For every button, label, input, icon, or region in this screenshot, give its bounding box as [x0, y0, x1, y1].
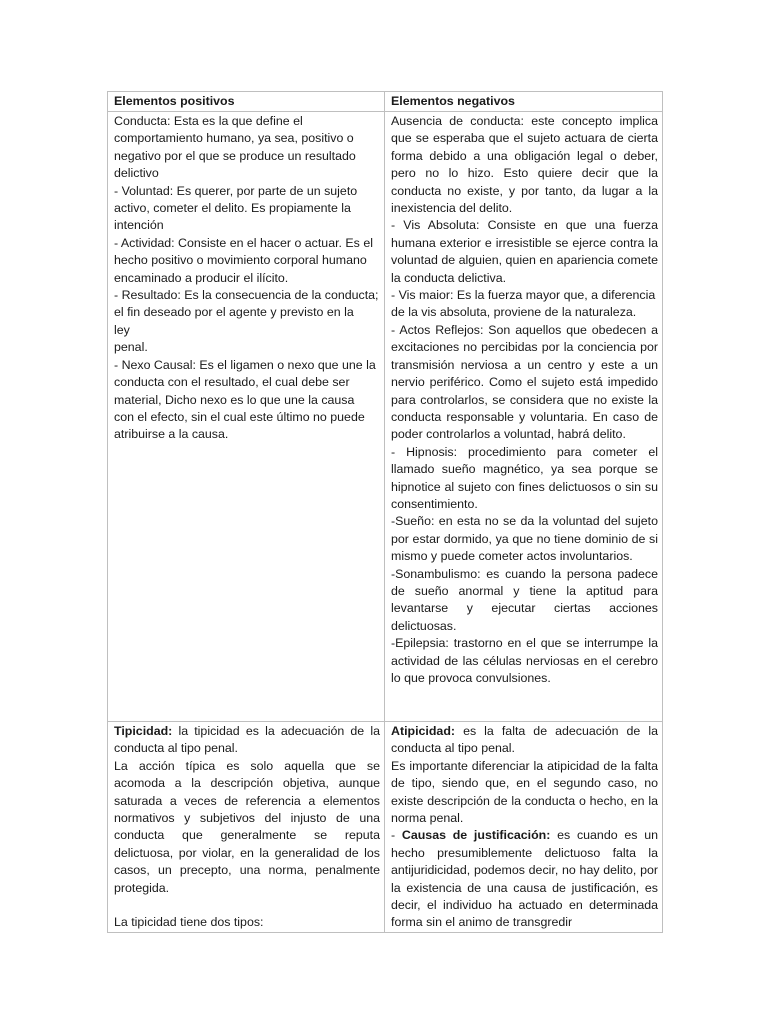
header-positive: Elementos positivos	[108, 92, 385, 112]
text-line: Conducta: Esta es la que define el	[114, 114, 303, 128]
tipicidad-cell	[108, 722, 385, 933]
importante-paragraph: Es importante diferenciar la atipicidad de la falta de tipo, siendo que, en el segundo caso, no existe descripción de la conducta o hecho, en la norma penal.	[391, 758, 658, 826]
sonambulismo-paragraph: -Sonambulismo: es cuando la persona padece de sueño anormal y tiene la aptitud para levantarse y ejecutar ciertas acciones delictuosas.	[391, 566, 658, 633]
blank-line	[114, 897, 380, 914]
accion-tipica-paragraph: La acción típica es solo aquella que se acomoda a la descripción objetiva, aunque saturada a veces de referencia a elementos normativos y subjetivos del injusto de una conducta que generalmente se reputa delictuosa, por violar, en la generalidad de los casos, un precepto, una norma, penalmente protegida.	[114, 758, 380, 895]
text-line: comportamiento humano, ya sea, positivo o	[114, 131, 354, 146]
negative-elements-cell	[385, 112, 663, 722]
table-row	[108, 112, 663, 722]
tipicidad-definition: la tipicidad es la adecuación de la conducta al tipo penal.	[114, 724, 380, 756]
header-negative: Elementos negativos	[385, 92, 663, 112]
causas-prefix: -	[391, 828, 402, 843]
tipicidad-term: Tipicidad:	[114, 724, 173, 738]
text-line: penal.	[114, 340, 148, 355]
tipicidad-paragraph	[114, 723, 380, 758]
text-line: intención	[114, 218, 164, 233]
vis-maior-continuation: de la vis absoluta, proviene de la naturaleza.	[391, 305, 637, 320]
vis-maior-paragraph: - Vis maior: Es la fuerza mayor que, a diferencia	[391, 288, 656, 303]
text-line: material, Dicho nexo es lo que une la causa	[114, 392, 355, 407]
positive-elements-cell	[108, 112, 385, 722]
elements-table	[107, 91, 663, 933]
causas-definition: es cuando es un hecho presumiblemente delictuoso falta la antijuridicidad, podemos decir, no hay delito, por la existencia de una causa de justificación, es decir, el individuo ha actuado en determinada forma sin el animo de transgredir	[391, 828, 658, 930]
tipos-paragraph: La tipicidad tiene dos tipos:	[114, 915, 264, 930]
causas-paragraph	[391, 827, 658, 931]
text-line: ley	[114, 322, 130, 337]
text-line: con el efecto, sin el cual este último no puede	[114, 409, 365, 424]
atipicidad-definition: es la falta de adecuación de la conducta al tipo penal.	[391, 724, 658, 756]
text-line: - Nexo Causal: Es el ligamen o nexo que une la	[114, 357, 376, 372]
hipnosis-paragraph: - Hipnosis: procedimiento para cometer el llamado sueño magnético, ya sea porque se hipnotice al sujeto con fines delictuosos o sin su consentimiento.	[391, 444, 658, 511]
epilepsia-paragraph: -Epilepsia: trastorno en el que se interrumpe la actividad de las células nerviosas en el cerebro lo que provoca convulsiones.	[391, 636, 658, 685]
text-line: conducta con el resultado, el cual debe ser	[114, 375, 350, 390]
text-line: - Actividad: Consiste en el hacer o actuar. Es el	[114, 235, 373, 250]
ausencia-paragraph: Ausencia de conducta: este concepto implica que se esperaba que el sujeto actuara de cierta forma debido a una obligación legal o deber, pero no lo hizo. Esto quiere decir que la conducta no existe, y por tanto, da lugar a la inexistencia del delito.	[391, 114, 658, 216]
table-row	[108, 722, 663, 933]
text-line: hecho positivo o movimiento corporal humano	[114, 253, 367, 268]
actos-reflejos-paragraph: - Actos Reflejos: Son aquellos que obedecen a excitaciones no percibidas por la conciencia por transmisión nerviosa a un centro y este a un nervio periférico. Como el sujeto está impedido para controlarlos, se considera que no existe la conducta responsable y voluntaria. En caso de poder controlarlos a voluntad, habrá delito.	[391, 322, 658, 442]
atipicidad-cell	[385, 722, 663, 933]
text-line: encaminado a producir el ilícito.	[114, 270, 289, 285]
text-line: delictivo	[114, 166, 159, 181]
text-line: - Resultado: Es la consecuencia de la conducta;	[114, 288, 379, 303]
text-line: activo, cometer el delito. Es propiamente la	[114, 201, 351, 216]
causas-term: Causas de justificación:	[401, 828, 551, 843]
atipicidad-paragraph	[391, 723, 658, 758]
atipicidad-term: Atipicidad:	[391, 724, 456, 738]
text-line: - Voluntad: Es querer, por parte de un sujeto	[114, 183, 358, 198]
vis-absoluta-paragraph: - Vis Absoluta: Consiste en que una fuerza humana exterior e irresistible se ejerce contra la voluntad de alguien, quien en apariencia comete la conducta delictiva.	[391, 218, 658, 285]
text-line: negativo por el que se produce un resultado	[114, 148, 356, 163]
text-line: atribuirse a la causa.	[114, 427, 229, 442]
header-row	[108, 92, 663, 112]
sueno-paragraph: -Sueño: en esta no se da la voluntad del sujeto por estar dormido, ya que no tiene dominio de si mismo y puede cometer actos involuntarios.	[391, 514, 658, 564]
text-line: el fin deseado por el agente y previsto en la	[114, 305, 354, 320]
